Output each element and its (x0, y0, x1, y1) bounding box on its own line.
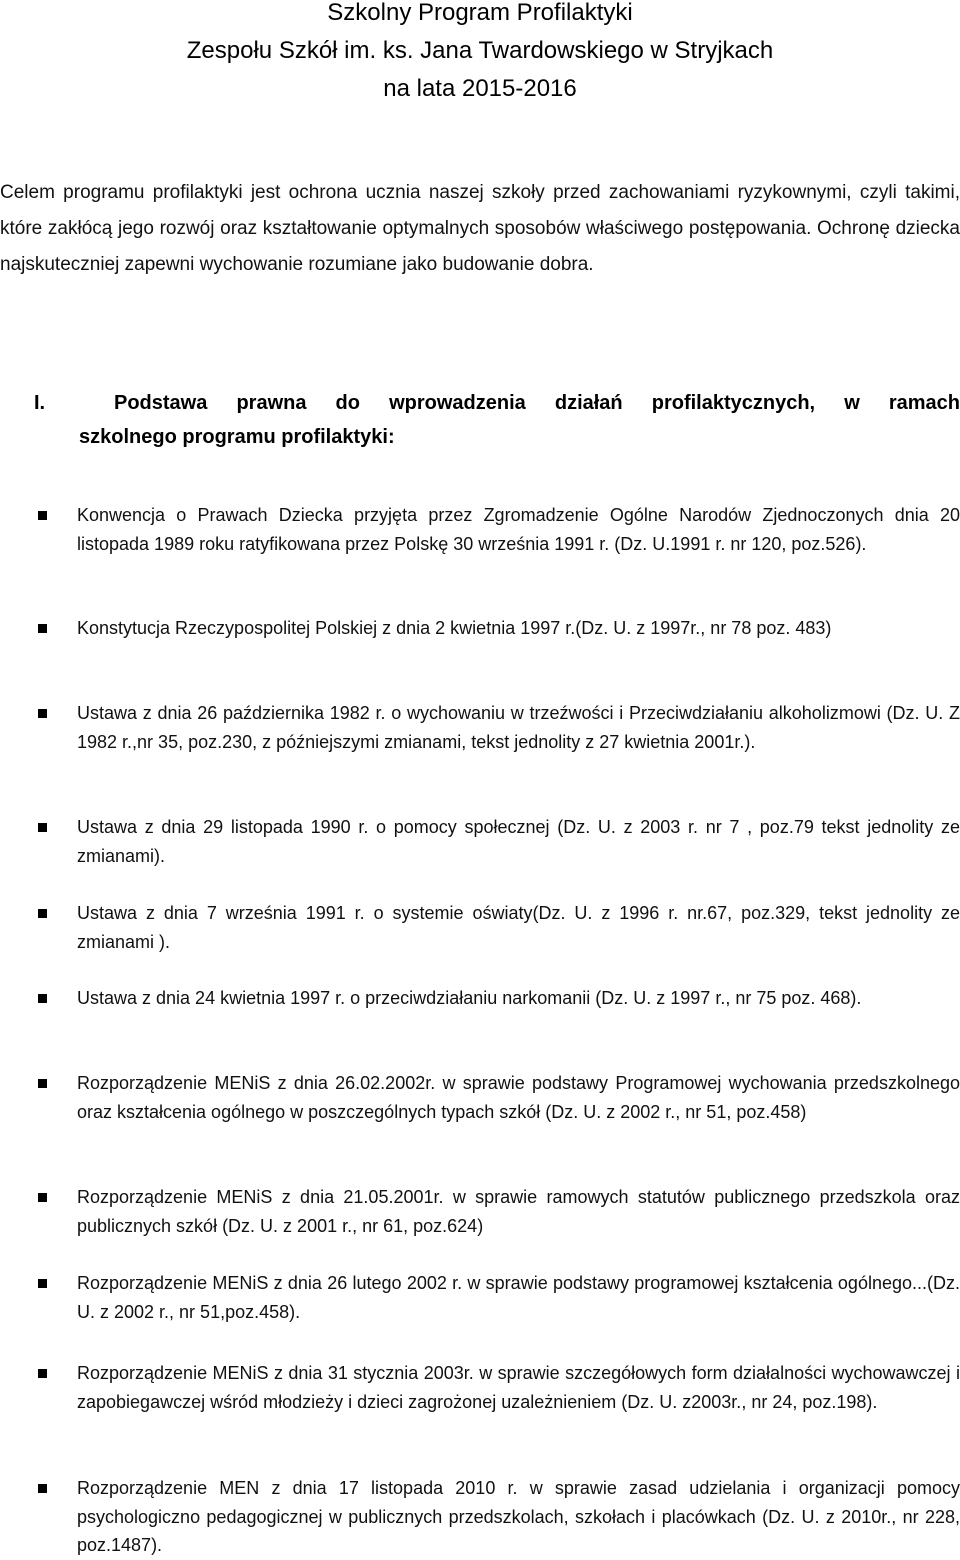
square-bullet-icon (38, 1079, 47, 1088)
square-bullet-icon (38, 909, 47, 918)
legal-basis-item (0, 614, 960, 643)
legal-basis-text: Rozporządzenie MEN z dnia 17 listopada 2010 r. w sprawie zasad udzielania i organizacji pomocy psychologiczno pedagogicznej w publicznych przedszkolach, szkołach i placówkach (Dz. U. z 2010r., nr 228, poz.1487). (77, 1478, 960, 1555)
square-bullet-icon (38, 1369, 47, 1378)
legal-basis-item (0, 984, 960, 1013)
document-title (0, 0, 960, 108)
legal-basis-item (0, 1359, 960, 1416)
legal-basis-text: Ustawa z dnia 29 listopada 1990 r. o pomocy społecznej (Dz. U. z 2003 r. nr 7 , poz.79 tekst jednolity ze zmianami). (77, 817, 960, 866)
title-line-3: na lata 2015-2016 (383, 75, 577, 102)
legal-basis-text: Rozporządzenie MENiS z dnia 31 stycznia 2003r. w sprawie szczegółowych form działalności wychowawczej i zapobiegawczej wśród młodzieży i dzieci zagrożonej uzależnieniem (Dz. U. z2003r., nr 24, poz.198). (77, 1363, 960, 1412)
legal-basis-item (0, 699, 960, 756)
legal-basis-text: Rozporządzenie MENiS z dnia 26 lutego 2002 r. w sprawie podstawy programowej kształcenia ogólnego...(Dz. U. z 2002 r., nr 51,poz.458). (77, 1273, 960, 1322)
square-bullet-icon (38, 994, 47, 1003)
title-line-2: Zespołu Szkół im. ks. Jana Twardowskiego w Stryjkach (186, 37, 774, 64)
legal-basis-item (0, 813, 960, 870)
legal-basis-item (0, 1474, 960, 1560)
legal-basis-text: Rozporządzenie MENiS z dnia 26.02.2002r. w sprawie podstawy Programowej wychowania przedszkolnego oraz kształcenia ogólnego w poszczególnych typach szkół (Dz. U. z 2002 r., nr 51, poz.458) (77, 1073, 960, 1122)
square-bullet-icon (38, 823, 47, 832)
legal-basis-text: Rozporządzenie MENiS z dnia 21.05.2001r. w sprawie ramowych statutów publicznego przedszkola oraz publicznych szkół (Dz. U. z 2001 r., nr 61, poz.624) (77, 1187, 960, 1236)
title-line-1: Szkolny Program Profilaktyki (327, 0, 633, 26)
legal-basis-item (0, 1269, 960, 1326)
legal-basis-text: Konwencja o Prawach Dziecka przyjęta przez Zgromadzenie Ogólne Narodów Zjednoczonych dnia 20 listopada 1989 roku ratyfikowana przez Polskę 30 września 1991 r. (Dz. U.1991 r. nr 120, poz.526). (77, 505, 960, 554)
intro-paragraph: Celem programu profilaktyki jest ochrona ucznia naszej szkoły przed zachowaniami ryzykownymi, czyli takimi, które zakłócą jego rozwój oraz kształtowanie optymalnych sposobów właściwego postępowania. Ochronę dziecka najskuteczniej zapewni wychowanie rozumiane jako budowanie dobra. (0, 182, 960, 275)
section-heading-line-1: Podstawa prawna do wprowadzenia działań profilaktycznych, w ramach (114, 392, 960, 414)
section-heading: I. Podstawa prawna do wprowadzenia działań profilaktycznych, w ramach szkolnego programu profilaktyki: (0, 386, 960, 454)
legal-basis-item (0, 1183, 960, 1240)
square-bullet-icon (38, 709, 47, 718)
legal-basis-text: Ustawa z dnia 7 września 1991 r. o systemie oświaty(Dz. U. z 1996 r. nr.67, poz.329, tekst jednolity ze zmianami ). (77, 903, 960, 952)
legal-basis-item (0, 501, 960, 558)
square-bullet-icon (38, 1279, 47, 1288)
legal-basis-text: Ustawa z dnia 24 kwietnia 1997 r. o przeciwdziałaniu narkomanii (Dz. U. z 1997 r., nr 75 poz. 468). (77, 988, 862, 1008)
square-bullet-icon (38, 1484, 47, 1493)
section-heading-line-2: szkolnego programu profilaktyki: (79, 426, 395, 448)
legal-basis-item (0, 1069, 960, 1126)
legal-basis-text: Ustawa z dnia 26 października 1982 r. o wychowaniu w trzeźwości i Przeciwdziałaniu alkoholizmowi (Dz. U. Z 1982 r.,nr 35, poz.230, z późniejszymi zmianami, tekst jednolity z 27 kwietnia 2001r.). (77, 703, 960, 752)
square-bullet-icon (38, 511, 47, 520)
square-bullet-icon (38, 624, 47, 633)
legal-basis-text: Konstytucja Rzeczypospolitej Polskiej z dnia 2 kwietnia 1997 r.(Dz. U. z 1997r., nr 78 poz. 483) (77, 618, 832, 638)
square-bullet-icon (38, 1193, 47, 1202)
legal-basis-item (0, 899, 960, 956)
